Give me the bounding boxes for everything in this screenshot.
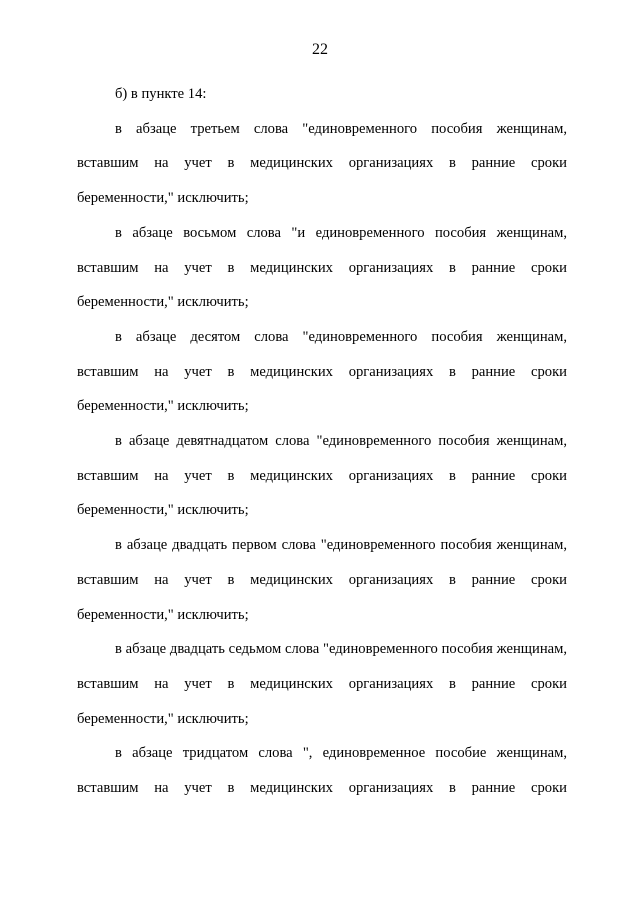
paragraph-twenty-seventh-abzac: в абзаце двадцать седьмом слова "единовременного пособия женщинам, вставшим на учет в медицинских организациях в ранние сроки беременности," исключить; [77, 641, 567, 727]
document-body [77, 77, 567, 806]
paragraph-eighth-abzac: в абзаце восьмом слова "и единовременного пособия женщинам, вставшим на учет в медицинских организациях в ранние сроки беременности," исключить; [77, 224, 567, 311]
paragraph-third-abzac: в абзаце третьем слова "единовременного пособия женщинам, вставшим на учет в медицинских организациях в ранние сроки беременности," исключить; [77, 120, 567, 207]
paragraph-twenty-first-abzac: в абзаце двадцать первом слова "единовременного пособия женщинам, вставшим на учет в медицинских организациях в ранние сроки беременности," исключить; [77, 537, 567, 623]
page-number: 22 [312, 41, 328, 58]
paragraph-tenth-abzac: в абзаце десятом слова "единовременного пособия женщинам, вставшим на учет в медицинских организациях в ранние сроки беременности," исключить; [77, 328, 567, 415]
paragraph-thirtieth-abzac: в абзаце тридцатом слова ", единовременное пособие женщинам, вставшим на учет в медицинских организациях в ранние сроки [77, 745, 567, 797]
paragraph-item-b-point-14: б) в пункте 14: [115, 86, 207, 102]
paragraph-nineteenth-abzac: в абзаце девятнадцатом слова "единовременного пособия женщинам, вставшим на учет в медицинских организациях в ранние сроки беременности," исключить; [77, 433, 567, 519]
